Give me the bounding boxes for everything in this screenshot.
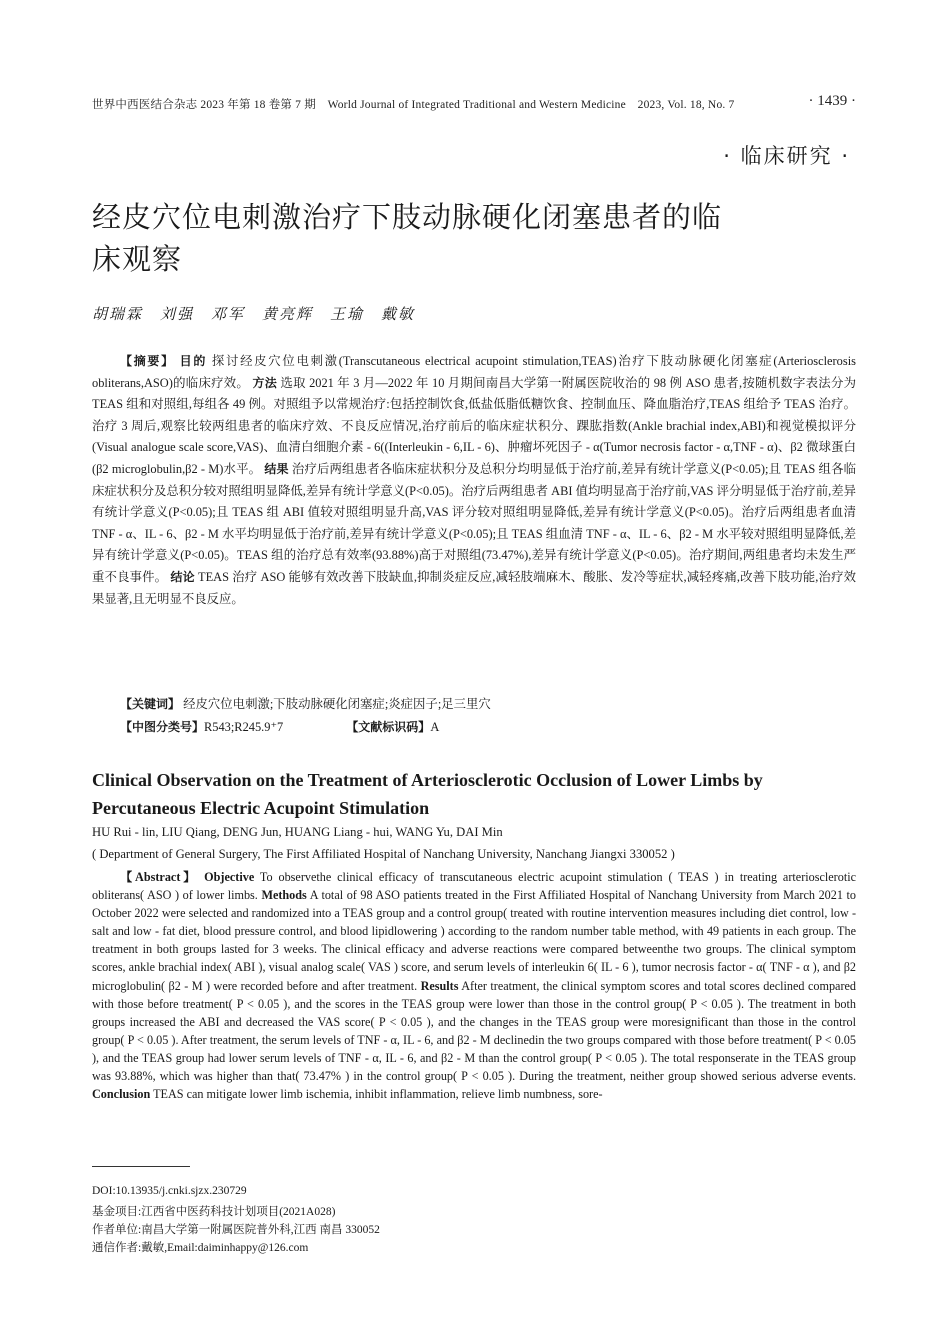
results-text-en: After treatment, the clinical symptom scores and total scores declined compared with those before treatment( P < 0.05 ), and the scores in the TEAS group were lower than those in the control group( P < 0.05 ). The treatment in both groups increased the ABI and decreased the VAS score( P < 0.05 ), and the changes in the TEAS group were moresignificant than those in the control group( P < 0.05 ). After treatment, the serum levels of TNF - α, IL - 6, and β2 - M declinedin the two groups compared with those before treatment( P < 0.05 ), and the TEAS group had lower serum levels of TNF - α, IL - 6, and β2 - M than the control group( P < 0.05 ). The total responserate in the TEAS group was 93.88%, which was higher than that( 73.47% ) in the control group( P < 0.05 ). During the treatment, neither group showed serious adverse events. bbox=[92, 978, 857, 1084]
objective-text: 探讨经皮穴位电刺激(Transcutaneous electrical acupoint stimulation,TEAS)治疗下肢动脉硬化闭塞症(Arteriosclerosis obliterans,ASO)的临床疗效。 bbox=[92, 354, 856, 390]
results-label: 结果 bbox=[264, 461, 289, 476]
article-title-cn: 经皮穴位电刺激治疗下肢动脉硬化闭塞患者的临床观察 bbox=[92, 200, 723, 276]
journal-header: 世界中西医结合杂志 2023 年第 18 卷第 7 期 World Journal of Integrated Traditional and Western Medicine 2023, Vol. 18, No. 7 bbox=[92, 99, 735, 111]
footnote-corresponding: 通信作者:戴敏,Email:daiminhappy@126.com bbox=[92, 1242, 309, 1254]
affiliation-en: ( Department of General Surgery, The First Affiliated Hospital of Nanchang University, Nanchang Jiangxi 330052 ) bbox=[92, 847, 675, 861]
running-header bbox=[92, 93, 856, 112]
footnote-fund: 基金项目:江西省中医药科技计划项目(2021A028) bbox=[92, 1206, 336, 1218]
abstract-label-en: 【Abstract】 bbox=[120, 870, 199, 884]
keywords bbox=[120, 694, 491, 712]
clc-label: 【中图分类号】 bbox=[120, 720, 205, 734]
results-text: 治疗后两组患者各临床症状积分及总积分均明显低于治疗前,差异有统计学意义(P<0.05);且 TEAS 组各临床症状积分及总积分较对照组明显降低,差异有统计学意义(P<0.05)。治疗后两组患者 ABI 值均明显高于治疗前,VAS 评分明显低于治疗前,差异有统计学意义(P<0.05);且 TEAS 组 ABI 值较对照组明显升高,VAS 评分较对照组明显降低,差异有统计学意义(P<0.05)。治疗后两组患者血清 TNF - α、IL - 6、β2 - M 水平均明显低于治疗前,差异有统计学意义(P<0.05);且 TEAS 组血清 TNF - α、IL - 6、β2 - M 水平较对照组明显降低,差异有统计学意义(P<0.05)。TEAS 组的治疗总有效率(93.88%)高于对照组(73.47%),差异有统计学意义(P<0.05)。治疗期间,两组患者均未发生严重不良事件。 bbox=[92, 461, 856, 584]
doc-code-label: 【文献标识码】 bbox=[346, 720, 431, 734]
conclusion-text-en: TEAS can mitigate lower limb ischemia, inhibit inflammation, relieve limb numbness, sore- bbox=[153, 1087, 603, 1102]
keywords-text: 经皮穴位电刺激;下肢动脉硬化闭塞症;炎症因子;足三里穴 bbox=[183, 697, 491, 711]
results-label-en: Results bbox=[420, 978, 459, 993]
methods-label-en: Methods bbox=[261, 888, 307, 903]
abstract-label: 【摘要】 bbox=[120, 354, 175, 368]
section-label: · 临床研究 · bbox=[723, 144, 850, 168]
authors-en: HU Rui - lin, LIU Qiang, DENG Jun, HUANG Liang - hui, WANG Yu, DAI Min bbox=[92, 825, 503, 839]
keywords-label: 【关键词】 bbox=[120, 697, 181, 711]
authors-cn: 胡瑞霖 刘强 邓军 黄亮辉 王瑜 戴敏 bbox=[92, 305, 416, 323]
page-number: · 1439 · bbox=[808, 93, 856, 109]
objective-text-en: To observethe clinical efficacy of transcutaneous electric acupoint stimulation ( TEAS ) in treating arteriosclerotic obliterans( ASO ) of lower limbs. bbox=[92, 870, 857, 903]
methods-label: 方法 bbox=[252, 375, 278, 390]
doc-code: A bbox=[430, 720, 440, 734]
conclusion-text: TEAS 治疗 ASO 能够有效改善下肢缺血,抑制炎症反应,减轻肢端麻木、酸胀、发冷等症状,减轻疼痛,改善下肢功能,治疗效果显著,且无明显不良反应。 bbox=[92, 569, 857, 606]
objective-label: 目的 bbox=[179, 354, 208, 368]
methods-text-en: A total of 98 ASO patients treated in the First Affiliated Hospital of Nanchang University from March 2021 to October 2022 were selected and randomized into a TEAS group and a control group( treated with routine intervention measures including diet control, low - salt and low - fat diet, blood pressure control, and blood lipidlowering ) according to the random number table method, with 49 patients in each group. The treatment in both groups lasted for 3 weeks. The clinical efficacy and adverse reactions were compared betweenthe two groups. The clinical symptom scores, ankle brachial index( ABI ), visual analog scale( VAS ) score, and serum levels of interleukin 6( IL - 6 ), tumor necrosis factor - α( TNF - α ), and β2 microglobulin( β2 - M ) were recorded before and after treatment. bbox=[92, 888, 857, 993]
clc-code: R543;R245.9⁺7 bbox=[204, 720, 284, 734]
classification bbox=[120, 718, 439, 735]
methods-text: 选取 2021 年 3 月—2022 年 10 月期间南昌大学第一附属医院收治的 98 例 ASO 患者,按随机数字表法分为 TEAS 组和对照组,每组各 49 例。对照组予以常规治疗:包括控制饮食,低盐低脂低糖饮食、控制血压、降血脂治疗,TEAS 组给予 TEAS 治疗。治疗 3 周后,观察比较两组患者的临床疗效、不良反应情况,治疗前后的临床症状积分、踝肱指数(Ankle brachial index,ABI)和视觉模拟评分(Visual analogue scale score,VAS)、血清白细胞介素 - 6((Interleukin - 6,IL - 6)、肿瘤坏死因子 - α(Tumor necrosis factor - α,TNF - α)、β2 微球蛋白(β2 microglobulin,β2 - M)水平。 bbox=[92, 375, 856, 476]
objective-label-en: Objective bbox=[204, 870, 255, 884]
footnote-unit: 作者单位:南昌大学第一附属医院普外科,江西 南昌 330052 bbox=[92, 1224, 380, 1236]
conclusion-label: 结论 bbox=[170, 569, 195, 584]
conclusion-label-en: Conclusion bbox=[92, 1087, 151, 1102]
footnote-doi: DOI:10.13935/j.cnki.sjzx.230729 bbox=[92, 1185, 247, 1197]
article-title-en: Clinical Observation on the Treatment of Arteriosclerotic Occlusion of Lower Limbs by Percutaneous Electric Acupoint Stimulation bbox=[92, 770, 763, 818]
abstract-en bbox=[92, 868, 856, 1103]
footnote-divider bbox=[92, 1166, 190, 1167]
abstract-cn bbox=[92, 351, 856, 610]
